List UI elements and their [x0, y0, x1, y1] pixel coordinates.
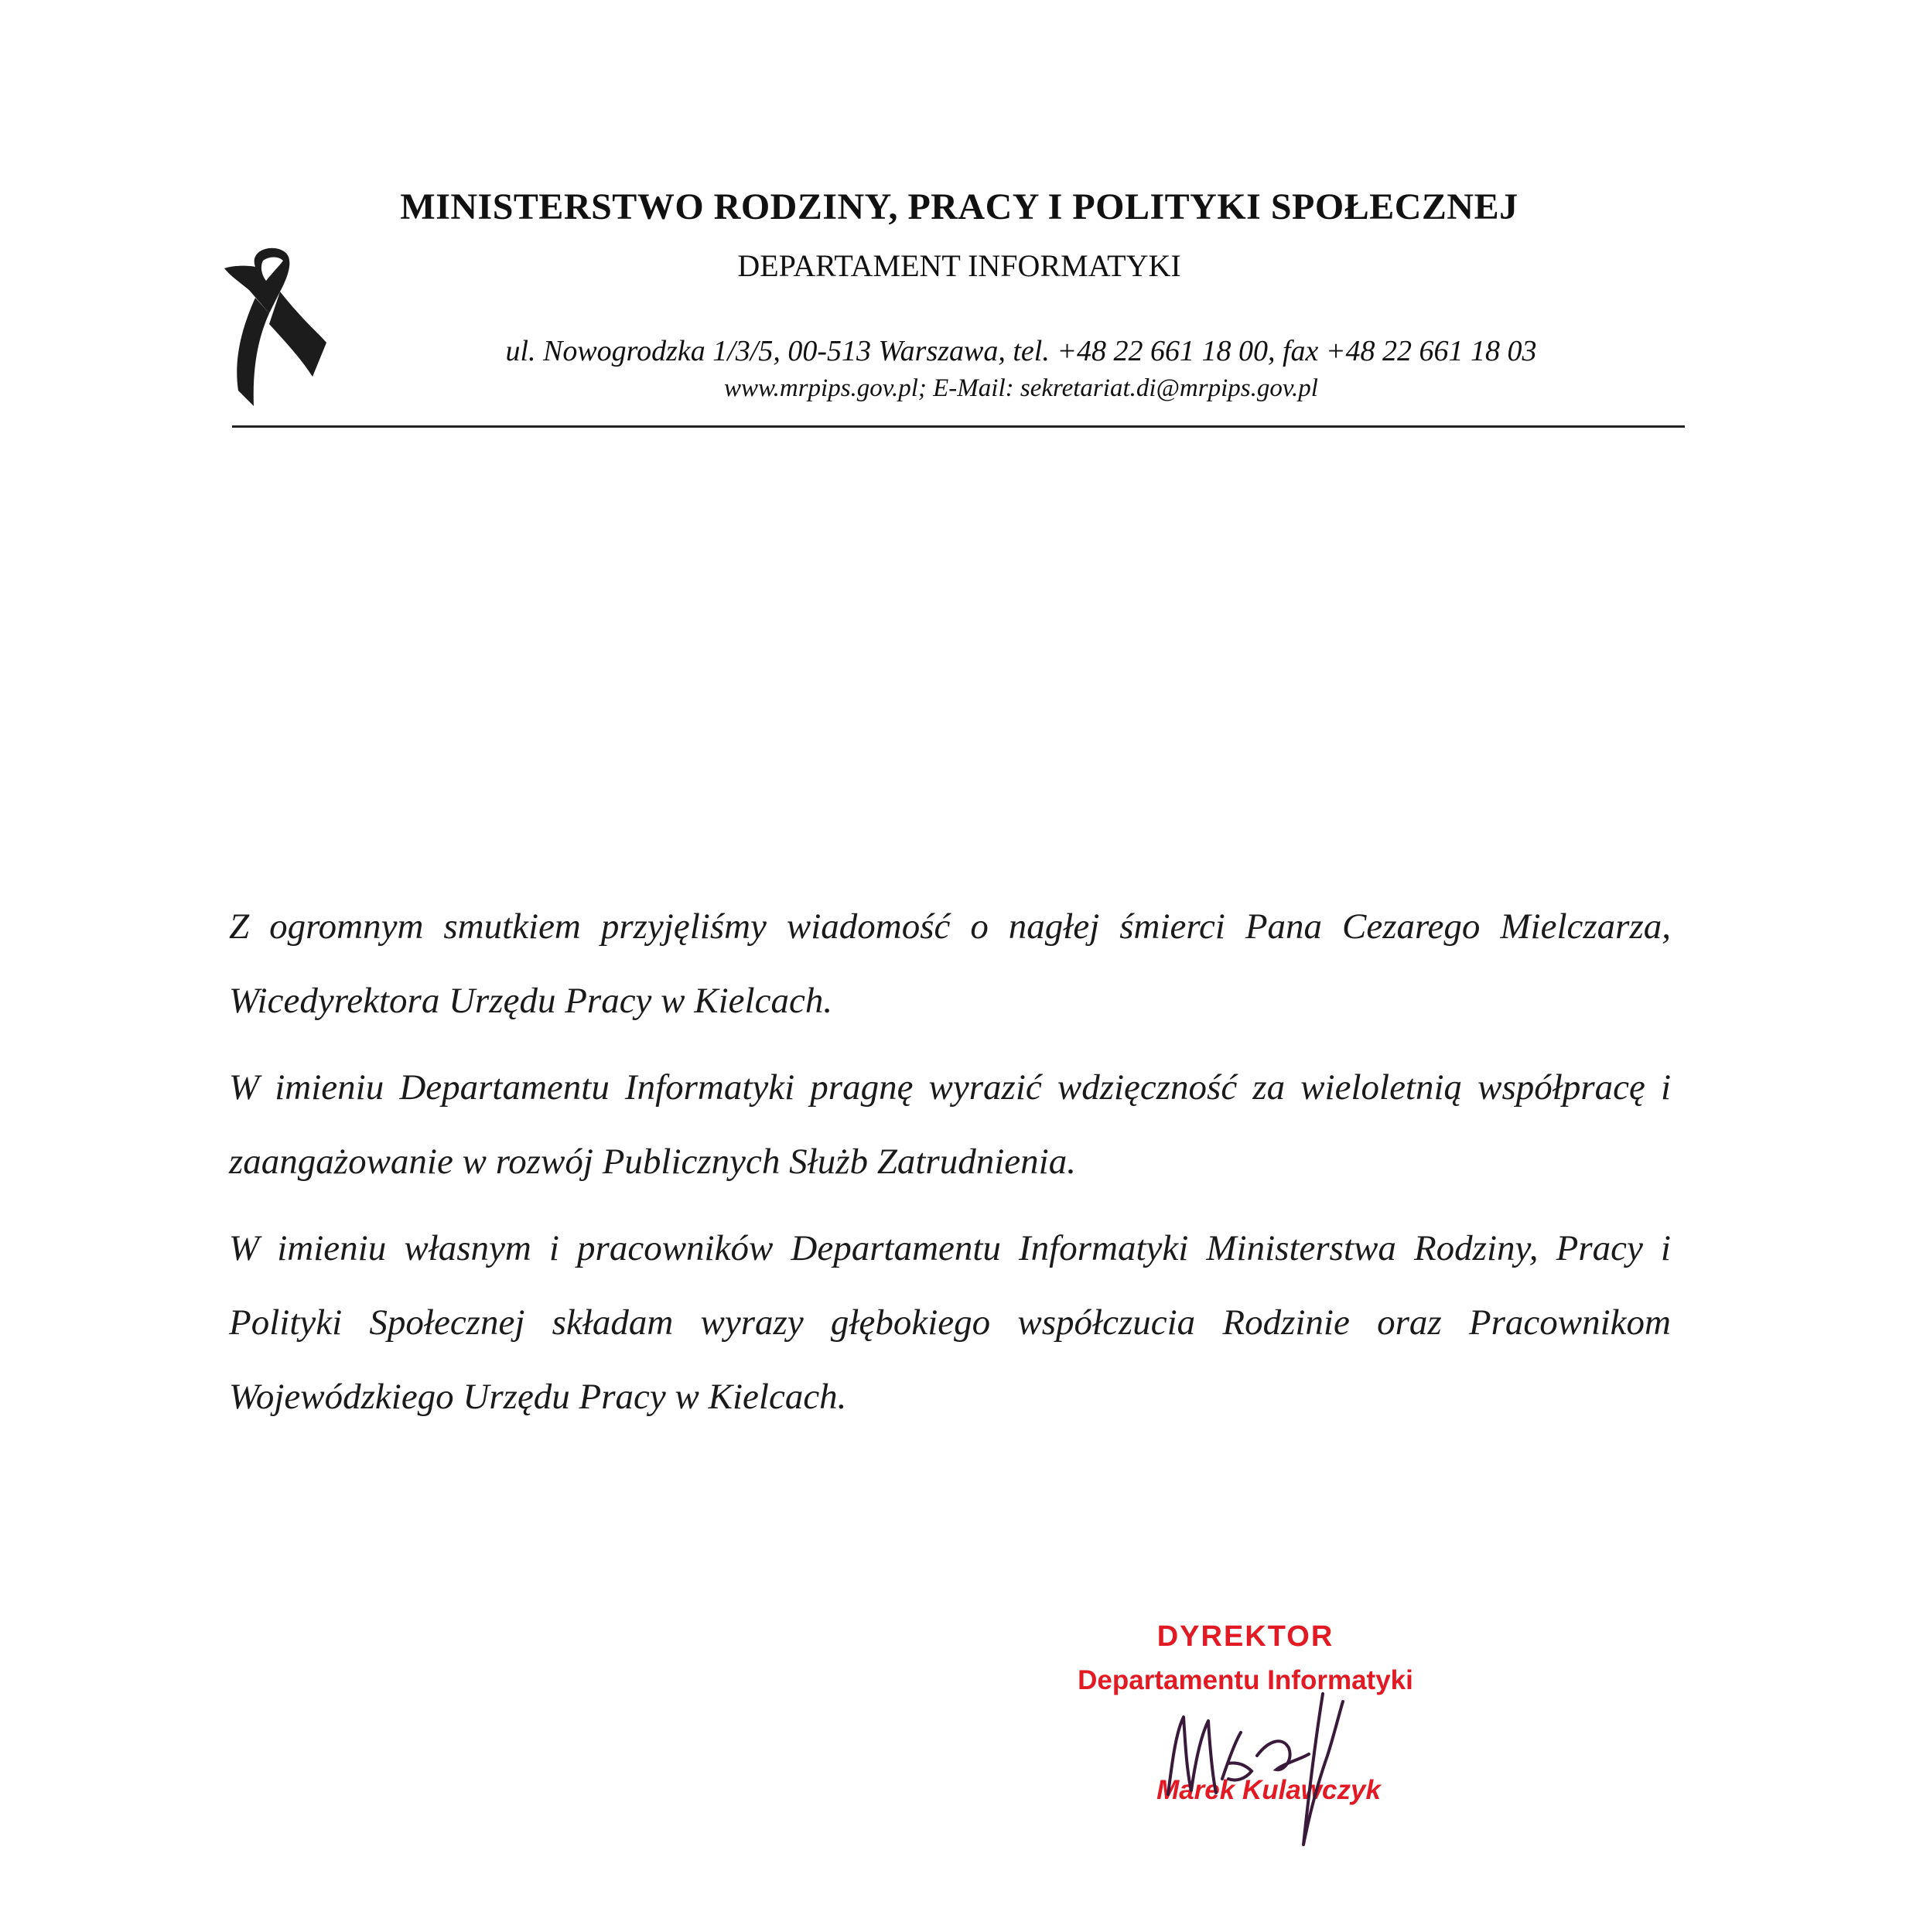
department-name: DEPARTAMENT INFORMATYKI: [737, 248, 1181, 283]
paragraph-sympathy: W imieniu własnym i pracowników Departamentu Informatyki Ministerstwa Rodziny, Pracy i Polityki Społecznej składam wyrazy głębokiego współczucia Rodzinie oraz Pracownikom Wojewódzkiego Urzędu Pracy w Kielcach.: [229, 1228, 1671, 1417]
handwritten-signature: [1145, 1663, 1377, 1848]
letter-body: [229, 889, 1671, 1446]
ministry-name: MINISTERSTWO RODZINY, PRACY I POLITYKI SPOŁECZNEJ: [400, 186, 1518, 227]
header-divider: [232, 425, 1685, 428]
contact-line: www.mrpips.gov.pl; E-Mail: sekretariat.di@mrpips.gov.pl: [724, 374, 1318, 402]
stamp-unit: Departamentu Informatyki: [1078, 1665, 1413, 1695]
stamp-title: DYREKTOR: [1156, 1620, 1334, 1653]
paragraph-condolence: Z ogromnym smutkiem przyjęliśmy wiadomość o nagłej śmierci Pana Cezarego Mielczarza, Wicedyrektora Urzędu Pracy w Kielcach.: [229, 906, 1671, 1021]
address-line: ul. Nowogrodzka 1/3/5, 00-513 Warszawa, tel. +48 22 661 18 00, fax +48 22 661 18 03: [505, 335, 1537, 367]
stamp-name: Marek Kulawczyk: [1156, 1775, 1381, 1805]
paragraph-gratitude: W imieniu Departamentu Informatyki pragnę wyrazić wdzięczność za wieloletnią współpracę i zaangażowanie w rozwój Publicznych Służb Zatrudnienia.: [229, 1067, 1671, 1182]
